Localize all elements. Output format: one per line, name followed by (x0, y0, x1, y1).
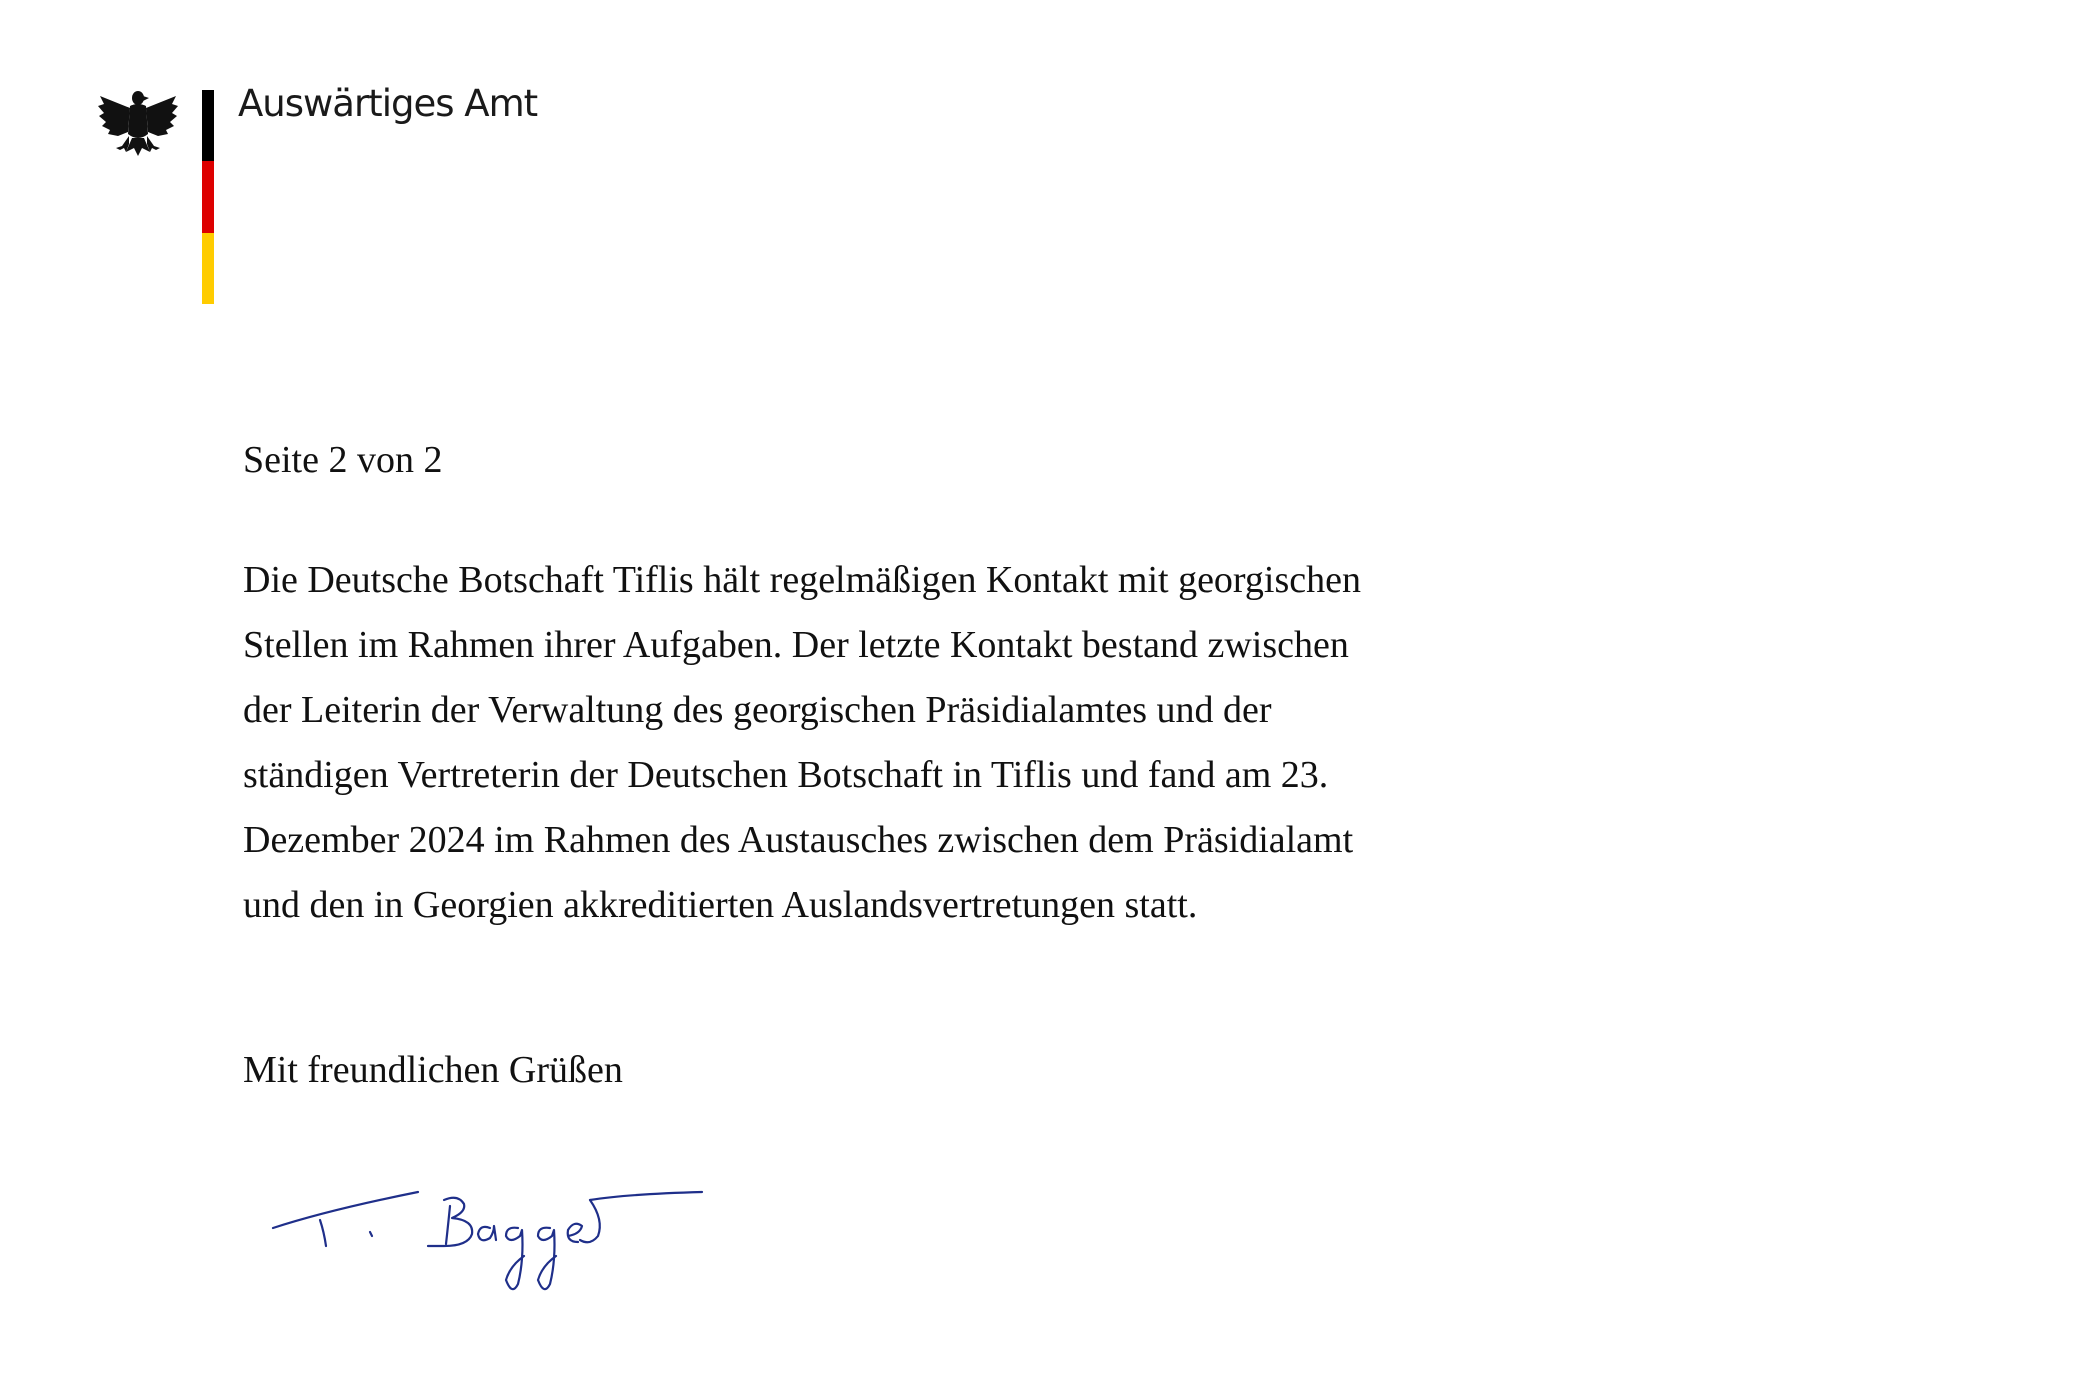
body-line: Die Deutsche Botschaft Tiflis hält regelmäßigen Kontakt mit georgischen (243, 559, 1361, 601)
flag-stripe-red (202, 161, 214, 232)
flag-stripe-gold (202, 233, 214, 304)
ministry-name: Auswärtiges Amt (238, 82, 538, 125)
body-line: Stellen im Rahmen ihrer Aufgaben. Der letzte Kontakt bestand zwischen (243, 624, 1349, 666)
flag-stripe-black (202, 90, 214, 161)
federal-eagle-icon (96, 86, 180, 166)
body-line: der Leiterin der Verwaltung des georgischen Präsidialamtes und der (243, 689, 1272, 731)
body-line: ständigen Vertreterin der Deutschen Botschaft in Tiflis und fand am 23. (243, 754, 1329, 796)
closing-salutation: Mit freundlichen Grüßen (243, 1049, 623, 1091)
page-number: Seite 2 von 2 (243, 439, 443, 481)
handwritten-signature (268, 1180, 708, 1330)
body-line: Dezember 2024 im Rahmen des Austausches zwischen dem Präsidialamt (243, 819, 1354, 861)
letter-body (243, 548, 1361, 938)
body-line: und den in Georgien akkreditierten Auslandsvertretungen statt. (243, 884, 1198, 926)
flag-stripe-bar (202, 90, 214, 304)
